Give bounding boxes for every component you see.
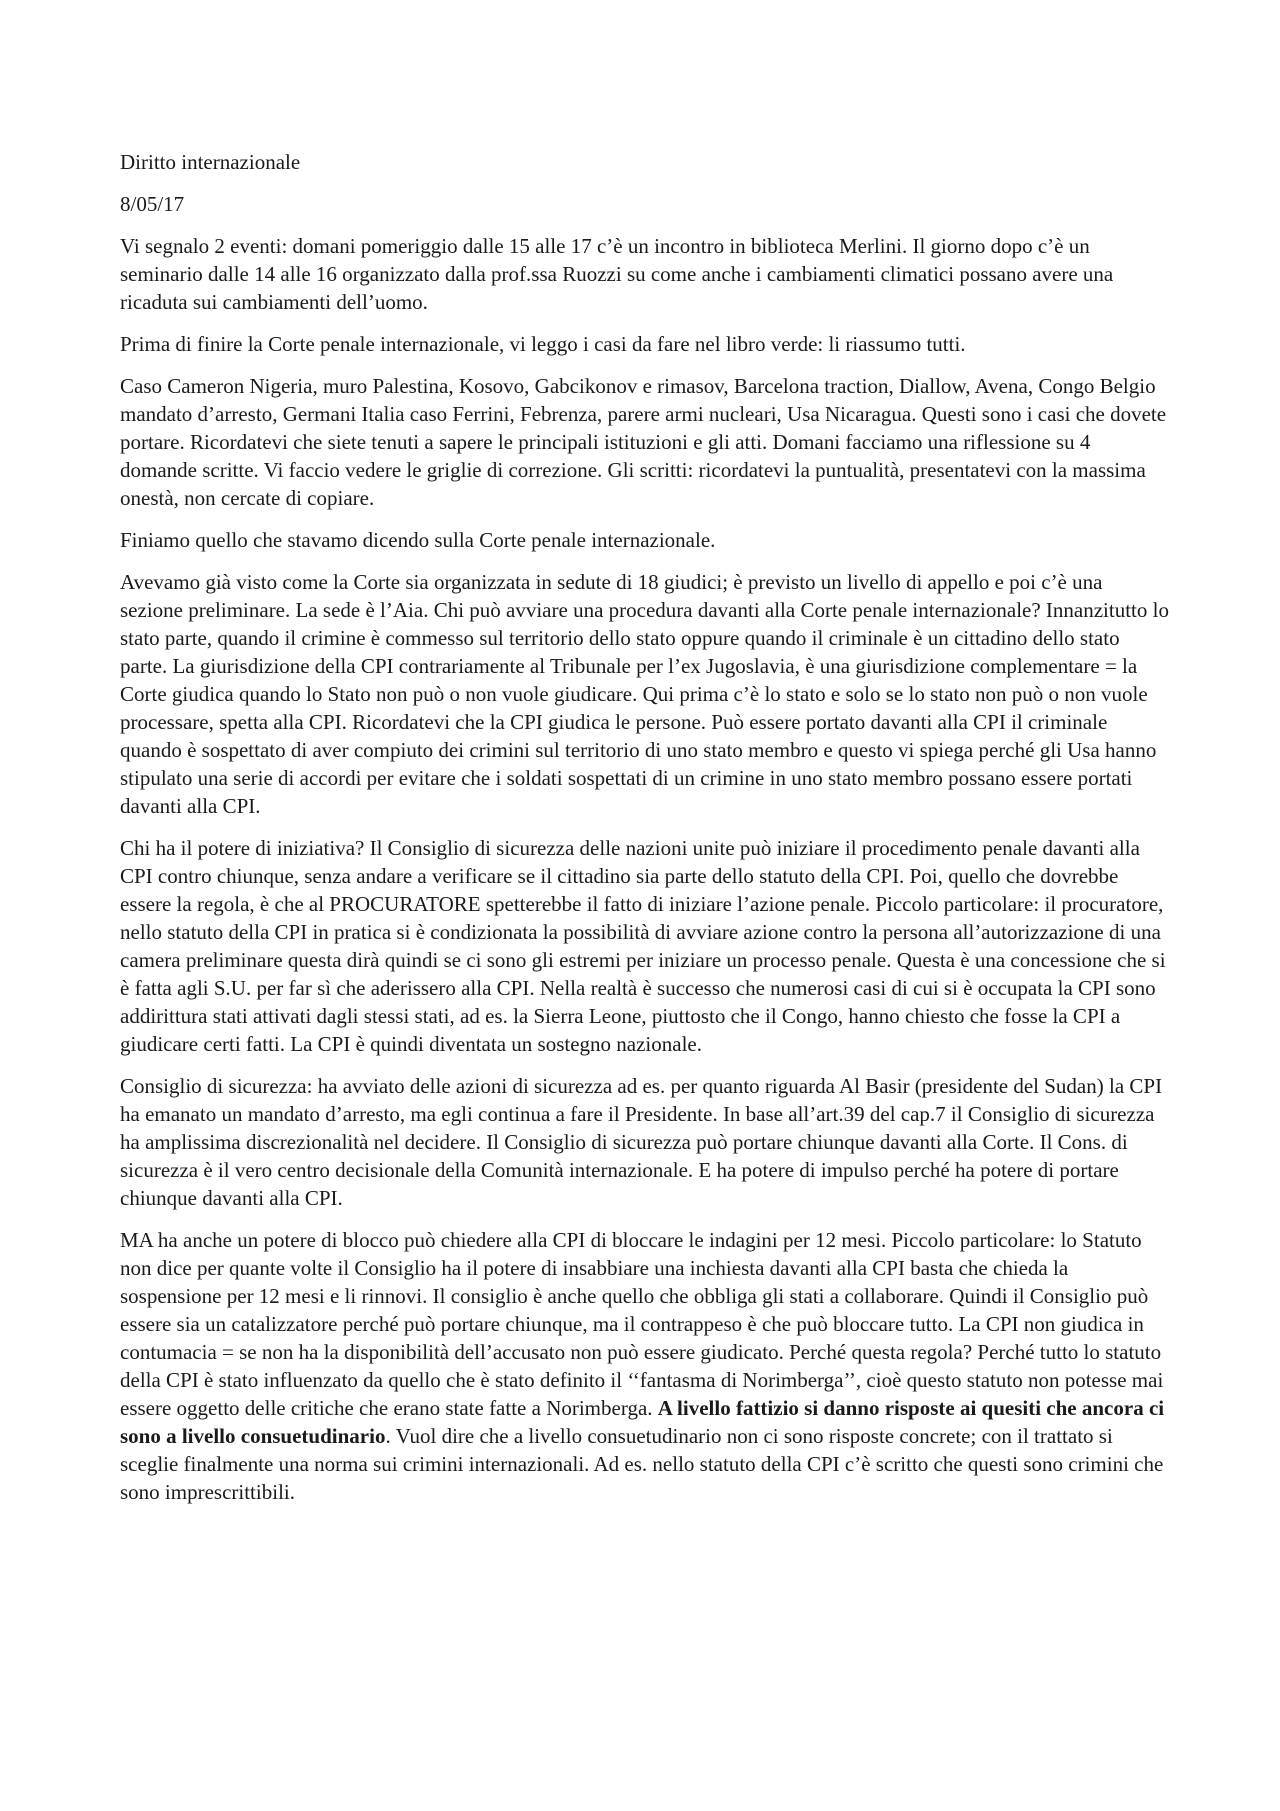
document-date: 8/05/17: [120, 192, 185, 216]
document-page: [120, 148, 1170, 1520]
blocking-text-end: . Vuol dire che a livello consuetudinario non ci sono risposte concrete; con il trattato si sceglie finalmente una norma sui crimini internazionali. Ad es. nello statuto della CPI c’è scritto che questi sono crimini che sono imprescrittibili.: [120, 1424, 1164, 1504]
paragraph-blocking-power: [120, 1226, 1170, 1506]
paragraph-case-list: Caso Cameron Nigeria, muro Palestina, Kosovo, Gabcikonov e rimasov, Barcelona traction, Diallow, Avena, Congo Belgio mandato d’arresto, Germani Italia caso Ferrini, Febrenza, parere armi nucleari, Usa Nicaragua. Questi sono i casi che dovete portare. Ricordatevi che siete tenuti a sapere le principali istituzioni e gli atti. Domani facciamo una riflessione su 4 domande scritte. Vi faccio vedere le griglie di correzione. Gli scritti: ricordatevi la puntualità, presentatevi con la massima onestà, non cercate di copiare.: [120, 374, 1167, 510]
paragraph-initiative-power: Chi ha il potere di iniziativa? Il Consiglio di sicurezza delle nazioni unite può iniziare il procedimento penale davanti alla CPI contro chiunque, senza andare a verificare se il cittadino sia parte dello statuto della CPI. Poi, quello che dovrebbe essere la regola, è che al PROCURATORE spetterebbe il fatto di iniziare l’azione penale. Piccolo particolare: il procuratore, nello statuto della CPI in pratica si è condizionata la possibilità di avviare azione contro la persona all’autorizzazione di una camera preliminare questa dirà quindi se ci sono gli estremi per iniziare un processo penale. Questa è una concessione che si è fatta agli S.U. per far sì che aderissero alla CPI. Nella realtà è successo che numerosi casi di cui si è occupata la CPI sono addirittura stati attivati dagli stessi stati, ad es. la Sierra Leone, piuttosto che il Congo, hanno chiesto che fosse la CPI a giudicare certi fatti. La CPI è quindi diventata un sostegno nazionale.: [120, 836, 1166, 1056]
paragraph-continue: Finiamo quello che stavamo dicendo sulla Corte penale internazionale.: [120, 528, 716, 552]
bold-statement: A livello fattizio si danno risposte ai quesiti che ancora ci sono a livello consuetudinario: [120, 1396, 1165, 1448]
document-title: Diritto internazionale: [120, 150, 301, 174]
paragraph-events: Vi segnalo 2 eventi: domani pomeriggio dalle 15 alle 17 c’è un incontro in biblioteca Merlini. Il giorno dopo c’è un seminario dalle 14 alle 16 organizzato dalla prof.ssa Ruozzi su come anche i cambiamenti climatici possano avere una ricaduta sui cambiamenti dell’uomo.: [120, 234, 1114, 314]
blocking-text-start: MA ha anche un potere di blocco può chiedere alla CPI di bloccare le indagini per 12 mesi. Piccolo particolare: lo Statuto non dice per quante volte il Consiglio ha il potere di insabbiare una inchiesta davanti alla CPI basta che chieda la sospensione per 12 mesi e li rinnovi. Il consiglio è anche quello che obbliga gli stati a collaborare. Quindi il Consiglio può essere sia un catalizzatore perché può portare chiunque, ma il contrappeso è che può bloccare tutto. La CPI non giudica in contumacia = se non ha la disponibilità dell’accusato non può essere giudicato. Perché questa regola? Perché tutto lo statuto della CPI è stato influenzato da quello che è stato definito il ‘‘fantasma di Norimberga’’, cioè questo statuto non potesse mai essere oggetto delle critiche che erano state fatte a Norimberga.: [120, 1228, 1164, 1420]
paragraph-court-organization: Avevamo già visto come la Corte sia organizzata in sedute di 18 giudici; è previsto un livello di appello e poi c’è una sezione preliminare. La sede è l’Aia. Chi può avviare una procedura davanti alla Corte penale internazionale? Innanzitutto lo stato parte, quando il crimine è commesso sul territorio dello stato oppure quando il criminale è un cittadino dello stato parte. La giurisdizione della CPI contrariamente al Tribunale per l’ex Jugoslavia, è una giurisdizione complementare = la Corte giudica quando lo Stato non può o non vuole giudicare. Qui prima c’è lo stato e solo se lo stato non può o non vuole processare, spetta alla CPI. Ricordatevi che la CPI giudica le persone. Può essere portato davanti alla CPI il criminale quando è sospettato di aver compiuto dei crimini sul territorio di uno stato membro e questo vi spiega perché gli Usa hanno stipulato una serie di accordi per evitare che i soldati sospettati di un crimine in uno stato membro possano essere portati davanti alla CPI.: [120, 570, 1169, 818]
paragraph-intro-cases: Prima di finire la Corte penale internazionale, vi leggo i casi da fare nel libro verde: li riassumo tutti.: [120, 332, 966, 356]
paragraph-security-council: Consiglio di sicurezza: ha avviato delle azioni di sicurezza ad es. per quanto riguarda Al Basir (presidente del Sudan) la CPI ha emanato un mandato d’arresto, ma egli continua a fare il Presidente. In base all’art.39 del cap.7 il Consiglio di sicurezza ha amplissima discrezionalità nel decidere. Il Consiglio di sicurezza può portare chiunque davanti alla Corte. Il Cons. di sicurezza è il vero centro decisionale della Comunità internazionale. E ha potere di impulso perché ha potere di portare chiunque davanti alla CPI.: [120, 1074, 1163, 1210]
